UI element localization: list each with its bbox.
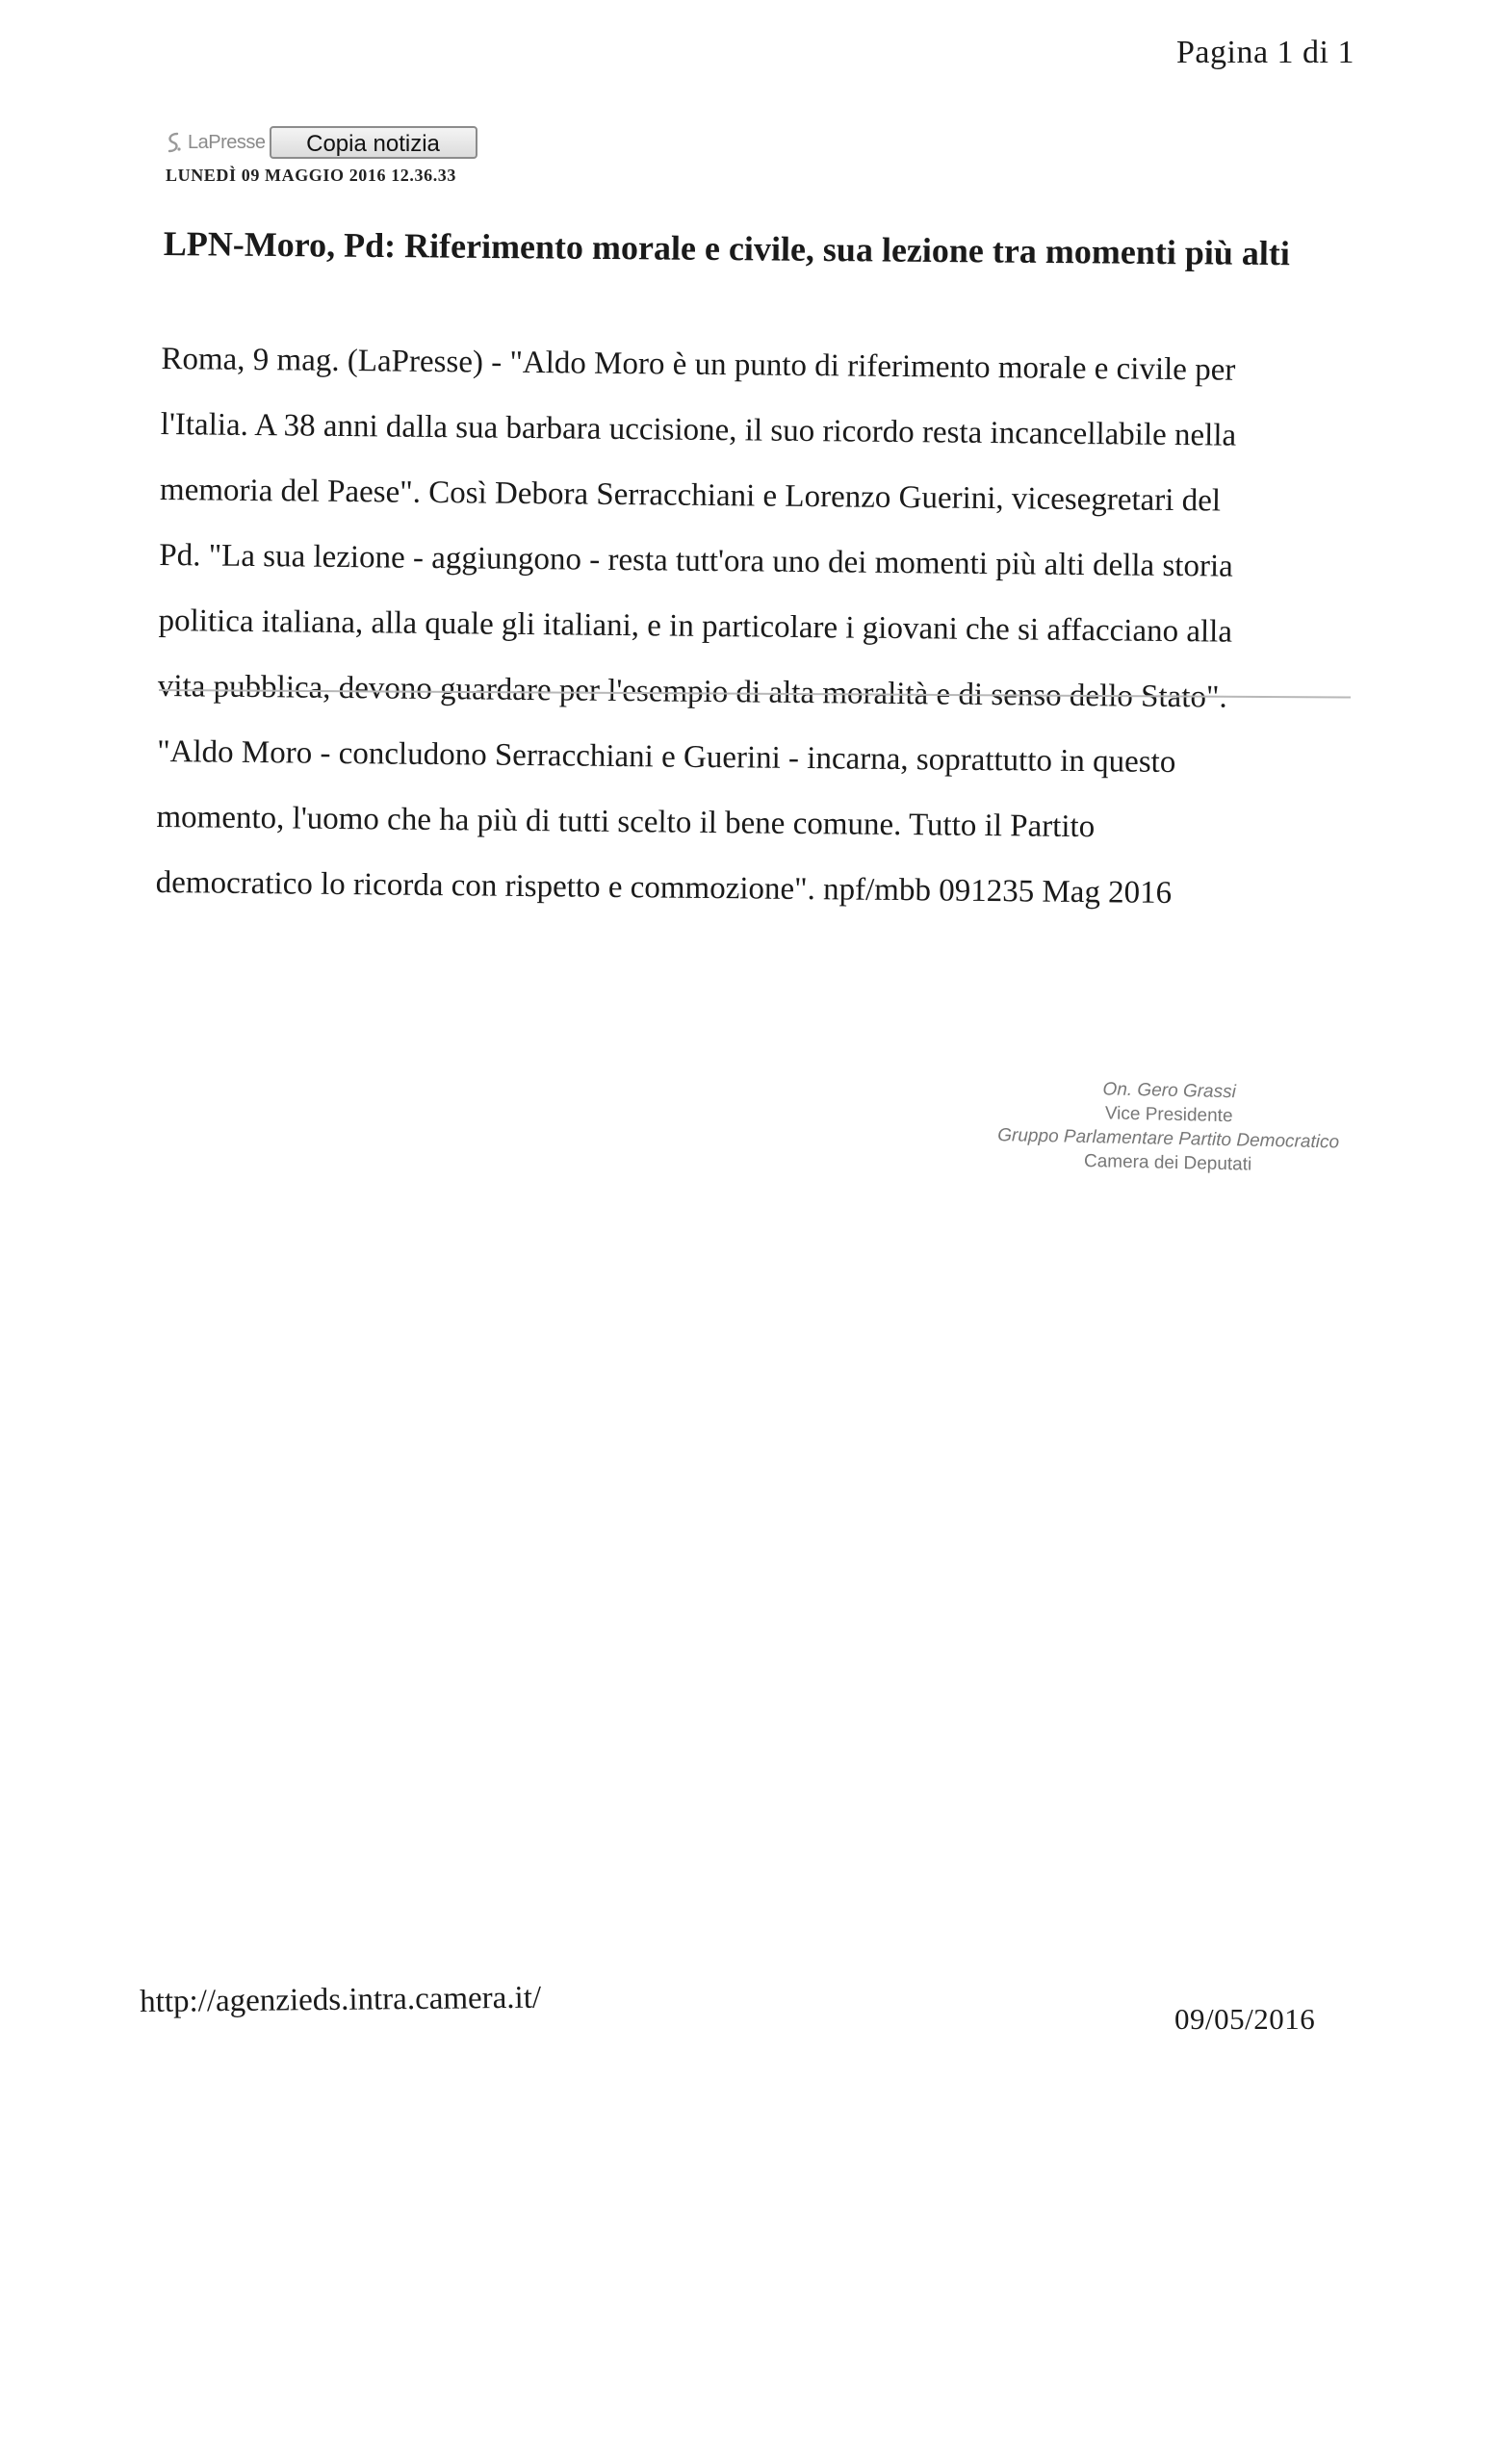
footer-date: 09/05/2016 [1174, 2002, 1316, 2036]
copy-news-button[interactable]: Copia notizia [270, 126, 477, 159]
article-body-line: Pd. "La sua lezione - aggiungono - resta tutt'ora uno dei momenti più alti della storia [159, 537, 1233, 584]
signature-name: On. Gero Grassi [1102, 1079, 1237, 1103]
footer-url: http://agenzieds.intra.camera.it/ [140, 1980, 542, 2019]
article-body-line: Roma, 9 mag. (LaPresse) - "Aldo Moro è un punto di riferimento morale e civile per [161, 341, 1236, 388]
lapresse-logo [164, 131, 266, 154]
lapresse-logo-text: LaPresse [188, 131, 266, 153]
page-number: Pagina 1 di 1 [1176, 35, 1354, 70]
article-body-line: politica italiana, alla quale gli italiani, e in particolare i giovani che si affacciano alla [158, 603, 1233, 650]
article-body [155, 310, 1341, 944]
article-body-line: "Aldo Moro - concludono Serracchiani e Guerini - incarna, soprattutto in questo [157, 733, 1176, 781]
article-headline: LPN-Moro, Pd: Riferimento morale e civile, sua lezione tra momenti più alti [163, 223, 1291, 273]
signature-role: Vice Presidente [1104, 1103, 1233, 1127]
article-body-line: l'Italia. A 38 anni dalla sua barbara uccisione, il suo ricordo resta incancellabile nella [160, 406, 1237, 453]
article-body-line: vita pubblica, devono guardare per l'esempio di alta moralità e di senso dello Stato". [157, 668, 1227, 715]
signature-institution: Camera dei Deputati [1083, 1150, 1252, 1175]
signature-group: Gruppo Parlamentare Partito Democratico [997, 1125, 1340, 1153]
article-body-line: memoria del Paese". Così Debora Serracchiani e Lorenzo Guerini, vicesegretari del [159, 472, 1222, 519]
article-body-line: momento, l'uomo che ha più di tutti scelto il bene comune. Tutto il Partito [156, 799, 1096, 845]
agency-header [164, 123, 477, 162]
signature-stamp [946, 1074, 1391, 1180]
publication-datetime: LUNEDÌ 09 MAGGIO 2016 12.36.33 [166, 166, 457, 185]
article-body-line: democratico lo ricorda con rispetto e commozione". npf/mbb 091235 Mag 2016 [155, 864, 1173, 911]
lapresse-logo-icon [164, 131, 185, 154]
